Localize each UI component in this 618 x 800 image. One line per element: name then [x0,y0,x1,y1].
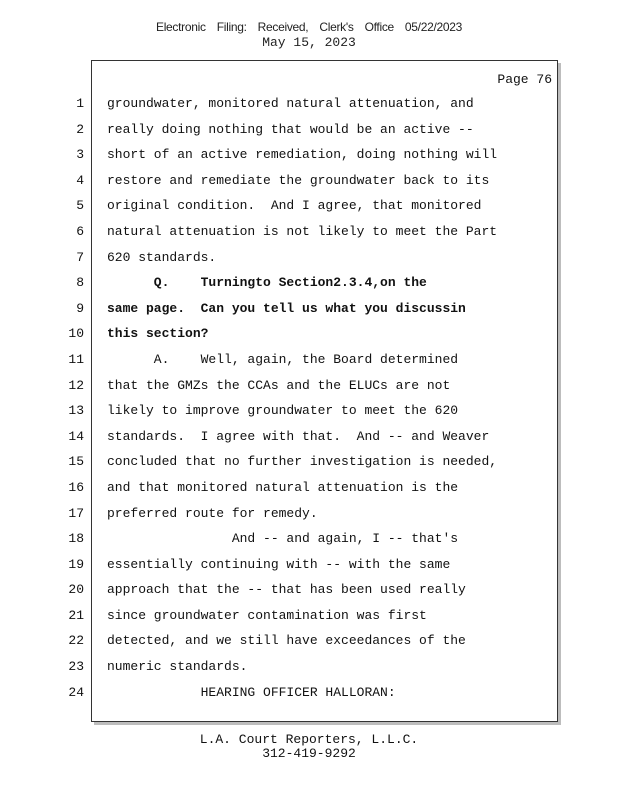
line-number: 12 [68,377,84,393]
transcript-line: likely to improve groundwater to meet the 620 [107,403,459,419]
line-number: 10 [68,326,84,342]
line-number: 21 [68,607,84,623]
transcript-line: essentially continuing with -- with the same [107,556,451,572]
transcript-line-question: same page. Can you tell us what you discussin [107,300,466,316]
line-number: 15 [68,454,84,470]
footer [0,733,618,761]
transcript-line: that the GMZs the CCAs and the ELUCs are not [107,377,451,393]
line-number: 19 [68,556,84,572]
line-number: 17 [68,505,84,521]
transcript-line: A. Well, again, the Board determined [107,351,459,367]
transcript-text [107,91,547,705]
transcript-line: groundwater, monitored natural attenuation, and [107,96,474,111]
transcript-line: and that monitored natural attenuation is the [107,479,459,495]
transcript-line: concluded that no further investigation is needed, [107,454,498,470]
line-number: 8 [76,275,84,291]
transcript-line: original condition. And I agree, that monitored [107,198,482,214]
line-number-column [62,91,84,705]
transcript-line: approach that the -- that has been used really [107,582,466,598]
transcript-date: May 15, 2023 [262,35,356,50]
transcript-line-question: Q. Turningto Section2.3.4,on the [107,275,427,291]
line-number: 18 [68,531,84,547]
line-number: 16 [68,479,84,495]
transcript-line: natural attenuation is not likely to meet the Part [107,223,498,239]
line-number: 2 [76,121,84,137]
transcript-line: standards. I agree with that. And -- and Weaver [107,428,490,444]
line-number: 4 [76,172,84,188]
transcript-line: And -- and again, I -- that's [107,531,459,547]
transcript-line: HEARING OFFICER HALLORAN: [107,684,396,700]
transcript-line: really doing nothing that would be an active -- [107,121,474,137]
line-number: 20 [68,582,84,598]
page-number: Page 76 [497,72,552,87]
line-number: 9 [76,300,84,316]
line-number: 11 [68,351,84,367]
transcript-line: short of an active remediation, doing nothing will [107,147,498,163]
line-number: 7 [76,249,84,265]
line-number: 22 [68,633,84,649]
transcript-line: since groundwater contamination was first [107,607,427,623]
line-number: 6 [76,223,84,239]
line-number: 24 [68,684,84,700]
transcript-line: restore and remediate the groundwater back to its [107,172,490,188]
line-number: 5 [76,198,84,214]
transcript-line: 620 standards. [107,249,217,265]
transcript-line-question: this section? [107,326,209,342]
line-number: 13 [68,403,84,419]
line-number: 1 [76,96,84,111]
transcript-line: preferred route for remedy. [107,505,318,521]
filing-stamp: Electronic Filing: Received, Clerk's Office 05/22/2023 [155,20,462,34]
transcript-line: numeric standards. [107,659,248,675]
line-number: 14 [68,428,84,444]
line-number: 3 [76,147,84,163]
transcript-line: detected, and we still have exceedances of the [107,633,466,649]
court-reporter-phone: 312-419-9292 [262,746,356,761]
court-reporter-name: L.A. Court Reporters, L.L.C. [199,732,419,747]
line-number: 23 [68,659,84,675]
